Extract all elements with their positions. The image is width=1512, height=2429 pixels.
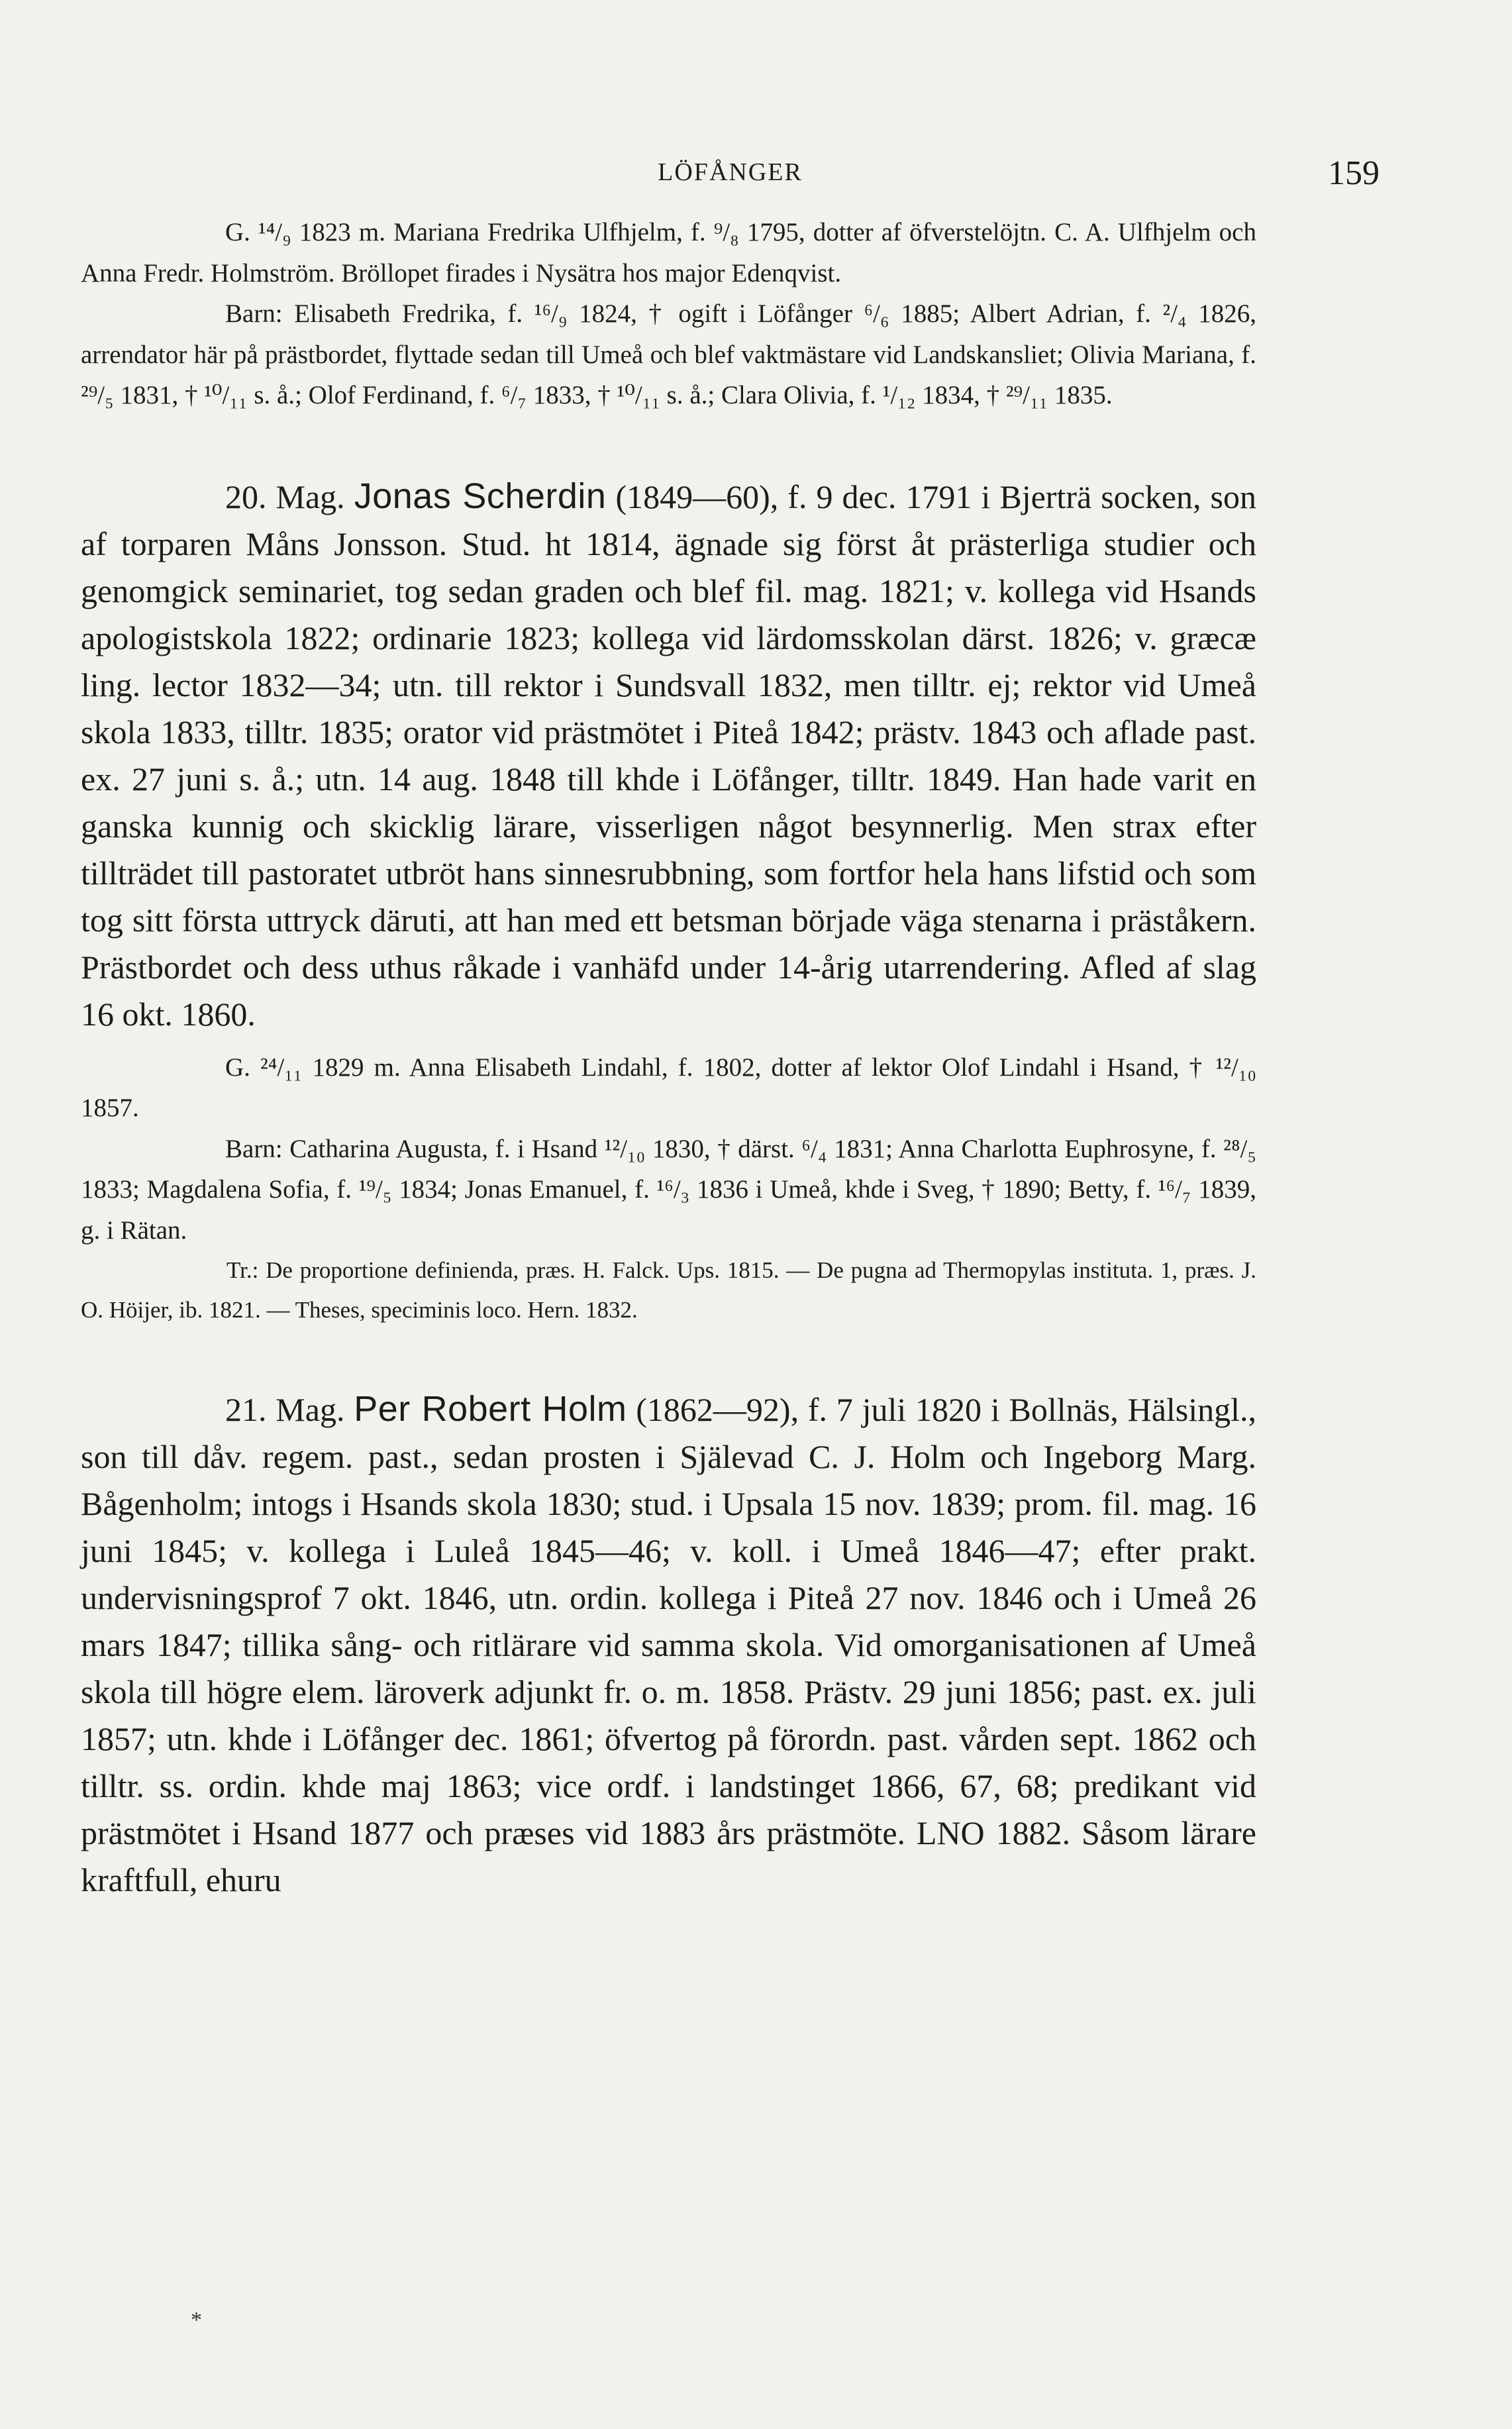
- entry-21-title: Mag.: [276, 1391, 345, 1428]
- marriage-note-text: G. ¹⁴/₉ 1823 m. Mariana Fredrika Ulfhjelm, f. ⁹/₈ 1795, dotter af öfverstelöjtn. C. A. Ulfhjelm och Anna Fredr. Holmström. Bröllopet firades i Nysätra hos major Edenqvist.: [81, 218, 1256, 287]
- marriage-note-previous-entry: [81, 212, 1256, 293]
- children-note-previous-entry: [81, 293, 1256, 416]
- entry-21: [81, 1386, 1256, 1904]
- entry-21-text: (1862—92), f. 7 juli 1820 i Bollnäs, Hälsingl., son till dåv. regem. past., sedan prosten i Själevad C. J. Holm och Ingeborg Marg. Bågenholm; intogs i Hsands skola 1830; stud. i Upsala 15 nov. 1839; prom. fil. mag. 16 juni 1845; v. kollega i Luleå 1845—46; v. koll. i Umeå 1846—47; efter prakt. undervisningsprof 7 okt. 1846, utn. ordin. kollega i Piteå 27 nov. 1846 och i Umeå 26 mars 1847; tillika sång- och ritlärare vid samma skola. Vid omorganisationen af Umeå skola till högre elem. läroverk adjunkt fr. o. m. 1858. Prästv. 29 juni 1856; past. ex. juli 1857; utn. khde i Löfånger dec. 1861; öfvertog på förordn. past. vården sept. 1862 och tilltr. ss. ordin. khde maj 1863; vice ordf. i landstinget 1866, 67, 68; predikant vid prästmötet i Hsand 1877 och præses vid 1883 års prästmöte. LNO 1882. Såsom lärare kraftfull, ehuru: [81, 1391, 1257, 1898]
- running-head: LÖFÅNGER: [658, 158, 803, 186]
- entry-20: [81, 473, 1256, 1038]
- entry-20-works: [81, 1251, 1256, 1330]
- page-body: [81, 212, 1256, 1904]
- entry-20-number: 20.: [225, 478, 267, 515]
- entry-20-name: Jonas Scherdin: [354, 476, 607, 516]
- entry-20-works-text: Tr.: De proportione definienda, præs. H. Falck. Ups. 1815. — De pugna ad Thermopylas instituta. 1, præs. J. O. Höijer, ib. 1821. — Theses, speciminis loco. Hern. 1832.: [81, 1257, 1256, 1323]
- entry-20-marriage-text: G. ²⁴/₁₁ 1829 m. Anna Elisabeth Lindahl, f. 1802, dotter af lektor Olof Lindahl i Hsand, † ¹²/₁₀ 1857.: [81, 1053, 1256, 1122]
- footer-mark: *: [191, 2308, 202, 2332]
- entry-20-title: Mag.: [276, 478, 345, 515]
- entry-21-number: 21.: [225, 1391, 267, 1428]
- entry-20-marriage: [81, 1047, 1256, 1129]
- page-number: 159: [1328, 154, 1380, 192]
- children-note-text: Barn: Elisabeth Fredrika, f. ¹⁶/₉ 1824, † ogift i Löfånger ⁶/₆ 1885; Albert Adrian, f. ²/₄ 1826, arrendator här på prästbordet, flyttade sedan till Umeå och blef vaktmästare vid Landskansliet; Olivia Mariana, f. ²⁹/₅ 1831, † ¹⁰/₁₁ s. å.; Olof Ferdinand, f. ⁶/₇ 1833, † ¹⁰/₁₁ s. å.; Clara Olivia, f. ¹/₁₂ 1834, † ²⁹/₁₁ 1835.: [81, 299, 1256, 409]
- entry-20-children: [81, 1129, 1256, 1251]
- entry-21-name: Per Robert Holm: [354, 1389, 627, 1429]
- entry-20-children-text: Barn: Catharina Augusta, f. i Hsand ¹²/₁₀ 1830, † därst. ⁶/₄ 1831; Anna Charlotta Euphrosyne, f. ²⁸/₅ 1833; Magdalena Sofia, f. ¹⁹/₅ 1834; Jonas Emanuel, f. ¹⁶/₃ 1836 i Umeå, khde i Sveg, † 1890; Betty, f. ¹⁶/₇ 1839, g. i Rätan.: [81, 1134, 1256, 1245]
- page-header: [81, 154, 1380, 193]
- entry-20-text: (1849—60), f. 9 dec. 1791 i Bjerträ socken, son af torparen Måns Jonsson. Stud. ht 1814, ägnade sig först åt prästerliga studier och genomgick seminariet, tog sedan graden och blef fil. mag. 1821; v. kollega vid Hsands apologistskola 1822; ordinarie 1823; kollega vid lärdomsskolan därst. 1826; v. græcæ ling. lector 1832—34; utn. till rektor i Sundsvall 1832, men tilltr. ej; rektor vid Umeå skola 1833, tilltr. 1835; orator vid prästmötet i Piteå 1842; prästv. 1843 och aflade past. ex. 27 juni s. å.; utn. 14 aug. 1848 till khde i Löfånger, tilltr. 1849. Han hade varit en ganska kunnig och skicklig lärare, visserligen något besynnerlig. Men strax efter tillträdet till pastoratet utbröt hans sinnesrubbning, som fortfor hela hans lifstid och som tog sitt första uttryck däruti, att han med ett betsman började väga stenarna i präståkern. Prästbordet och dess uthus råkade i vanhäfd under 14-årig utarrendering. Afled af slag 16 okt. 1860.: [81, 478, 1257, 1033]
